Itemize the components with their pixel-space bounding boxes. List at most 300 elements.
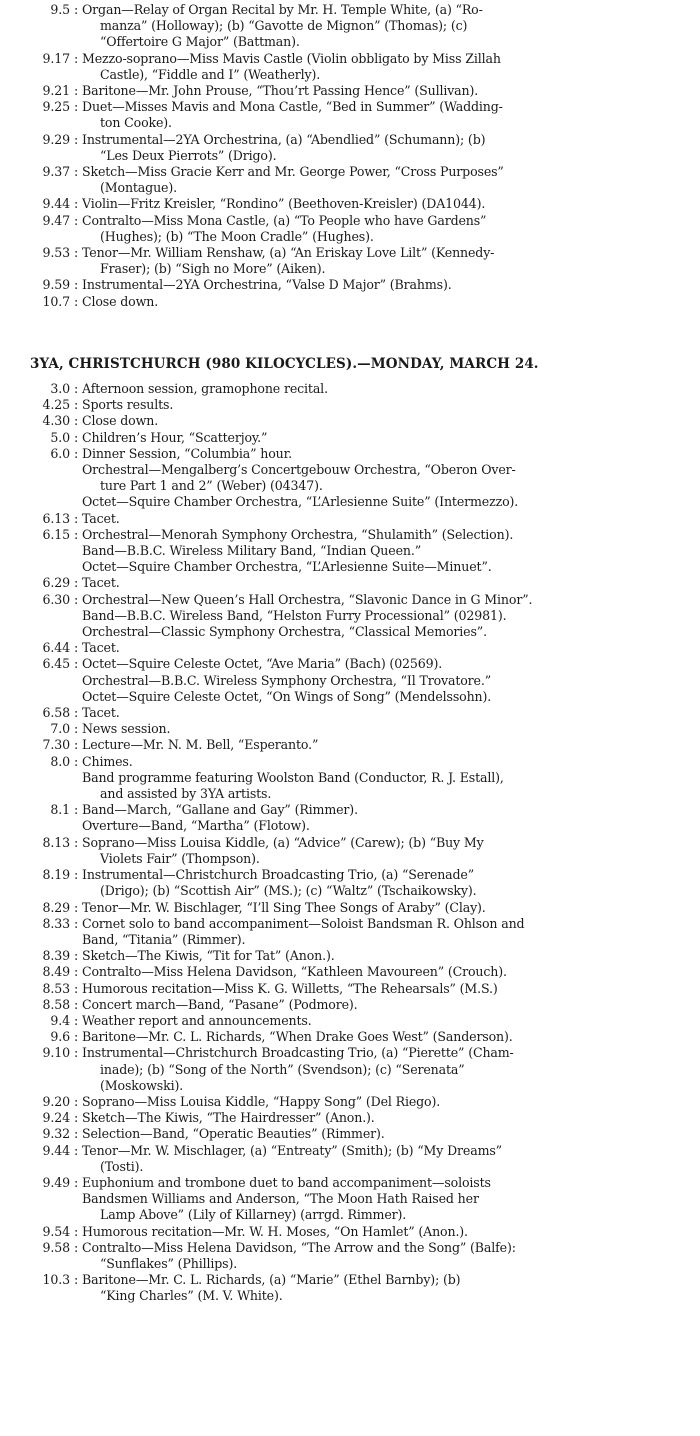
programme-entry xyxy=(0,981,700,997)
programme-entry-continuation xyxy=(0,1256,700,1272)
entry-description: (Moskowski). xyxy=(100,1077,184,1093)
programme-entry-continuation xyxy=(0,261,700,277)
programme-entry xyxy=(0,99,700,115)
entry-colon: : xyxy=(74,1126,79,1142)
entry-description: Humorous recitation—Mr. W. H. Moses, “On Hamlet” (Anon.). xyxy=(82,1223,468,1239)
programme-entry xyxy=(0,900,700,916)
entry-time-blank xyxy=(0,543,74,559)
entry-time-blank xyxy=(0,1062,74,1078)
entry-description: Cornet solo to band accompaniment—Soloist Bandsman R. Ohlson and xyxy=(82,915,525,931)
entry-colon: : xyxy=(74,1223,79,1239)
programme-entry-continuation xyxy=(0,1288,700,1304)
entry-description: Soprano—Miss Louisa Kiddle, (a) “Advice” (Carew); (b) “Buy My xyxy=(82,834,484,850)
entry-description: Baritone—Mr. John Prouse, “Thou’rt Passing Hence” (Sullivan). xyxy=(82,83,479,99)
programme-entry xyxy=(0,1143,700,1159)
entry-time-blank xyxy=(0,1191,74,1207)
entry-description: “King Charles” (M. V. White). xyxy=(100,1288,283,1304)
entry-colon: : xyxy=(74,381,79,396)
programme-entry-continuation xyxy=(0,478,700,494)
programme-entry xyxy=(0,802,700,818)
programme-entry-continuation xyxy=(0,786,700,802)
entry-description: Instrumental—Christchurch Broadcasting Trio, (a) “Serenade” xyxy=(82,867,475,883)
entry-time: 9.4 xyxy=(50,1012,70,1028)
entry-description: Bandsmen Williams and Anderson, “The Moon Hath Raised her xyxy=(82,1191,479,1207)
entry-time: 9.37 xyxy=(42,164,70,180)
entry-colon: : xyxy=(74,753,79,769)
entry-time: 9.47 xyxy=(42,212,70,228)
entry-colon-blank xyxy=(74,494,82,510)
entry-description: Octet—Squire Celeste Octet, “On Wings of Song” (Mendelssohn). xyxy=(82,688,492,704)
programme-entry-continuation xyxy=(0,34,700,50)
entry-description: Violets Fair” (Thompson). xyxy=(100,850,260,866)
entry-time-blank xyxy=(0,673,74,689)
entry-description: Tenor—Mr. William Renshaw, (a) “An Eriskay Love Lilt” (Kennedy- xyxy=(82,245,495,261)
entry-colon: : xyxy=(74,867,79,883)
entry-time: 10.3 xyxy=(42,1272,70,1288)
programme-entry xyxy=(0,867,700,883)
entry-description: Castle), “Fiddle and I” (Weatherly). xyxy=(100,66,321,82)
programme-entry xyxy=(0,381,700,397)
entry-colon: : xyxy=(74,293,79,309)
entry-colon-blank xyxy=(74,1288,82,1304)
programme-entry xyxy=(0,430,700,446)
entry-colon: : xyxy=(74,591,79,607)
programme-entry xyxy=(0,527,700,543)
entry-description: Sketch—Miss Gracie Kerr and Mr. George Power, “Cross Purposes” xyxy=(82,164,504,180)
entry-time-blank xyxy=(0,608,74,624)
entry-description: (Hughes); (b) “The Moon Cradle” (Hughes). xyxy=(100,228,374,244)
programme-entry xyxy=(0,1045,700,1061)
entry-description: Instrumental—Christchurch Broadcasting Trio, (a) “Pierette” (Cham- xyxy=(82,1045,514,1061)
entry-description: ture Part 1 and 2” (Weber) (04347). xyxy=(100,478,323,494)
entry-colon: : xyxy=(74,915,79,931)
entry-time-blank xyxy=(0,115,74,131)
programme-entry xyxy=(0,2,700,18)
entry-time: 8.29 xyxy=(42,899,70,915)
programme-entry-continuation xyxy=(0,543,700,559)
programme-entry-continuation xyxy=(0,1078,700,1094)
entry-description: Band, “Titania” (Rimmer). xyxy=(82,931,246,947)
entry-colon: : xyxy=(74,526,79,542)
entry-time: 9.54 xyxy=(42,1223,70,1239)
programme-entry xyxy=(0,397,700,413)
entry-description: Afternoon session, gramophone recital. xyxy=(82,381,328,396)
entry-colon-blank xyxy=(74,229,82,245)
entry-description: Organ—Relay of Organ Recital by Mr. H. Temple White, (a) “Ro- xyxy=(82,2,483,17)
programme-entry-continuation xyxy=(0,148,700,164)
entry-description: Octet—Squire Chamber Orchestra, “L’Arlesienne Suite—Minuet”. xyxy=(82,559,492,575)
programme-entry-continuation xyxy=(0,229,700,245)
entry-colon: : xyxy=(74,164,79,180)
entry-time-blank xyxy=(0,261,74,277)
entry-time: 9.6 xyxy=(50,1029,70,1045)
entry-time: 6.58 xyxy=(42,705,70,721)
programme-entry xyxy=(0,196,700,212)
entry-description: News session. xyxy=(82,721,171,737)
programme-entry-continuation xyxy=(0,1159,700,1175)
entry-time: 9.44 xyxy=(42,1142,70,1158)
entry-description: Orchestral—B.B.C. Wireless Symphony Orchestra, “Il Trovatore.” xyxy=(82,672,491,688)
entry-colon: : xyxy=(74,196,79,212)
entry-time: 8.0 xyxy=(50,753,70,769)
entry-colon-blank xyxy=(74,673,82,689)
entry-description: “Les Deux Pierrots” (Drigo). xyxy=(100,147,277,163)
entry-time: 10.7 xyxy=(42,293,70,309)
entry-colon-blank xyxy=(74,559,82,575)
entry-description: ton Cooke). xyxy=(100,115,172,131)
entry-time-blank xyxy=(0,689,74,705)
entry-time-blank xyxy=(0,18,74,34)
programme-entry-continuation xyxy=(0,67,700,83)
entry-time-blank xyxy=(0,818,74,834)
programme-entry-continuation xyxy=(0,818,700,834)
entry-time-blank xyxy=(0,1288,74,1304)
programme-entry xyxy=(0,1110,700,1126)
programme-entry xyxy=(0,1175,700,1191)
entry-colon-blank xyxy=(74,818,82,834)
programme-entry xyxy=(0,640,700,656)
programme-entry-continuation xyxy=(0,608,700,624)
entry-description: Instrumental—2YA Orchestrina, “Valse D Major” (Brahms). xyxy=(82,277,452,293)
entry-time: 4.30 xyxy=(42,413,70,429)
programme-entry xyxy=(0,835,700,851)
entry-description: Overture—Band, “Martha” (Flotow). xyxy=(82,818,310,834)
programme-entry xyxy=(0,964,700,980)
entry-time: 6.45 xyxy=(42,656,70,672)
entry-colon: : xyxy=(74,131,79,147)
entry-colon-blank xyxy=(74,1207,82,1223)
entry-colon: : xyxy=(74,980,79,996)
entry-description: Soprano—Miss Louisa Kiddle, “Happy Song” (Del Riego). xyxy=(82,1093,441,1109)
entry-colon: : xyxy=(74,1093,79,1109)
entry-time-blank xyxy=(0,786,74,802)
entry-colon: : xyxy=(74,1110,79,1126)
entry-time: 7.30 xyxy=(42,737,70,753)
programme-entry-continuation xyxy=(0,1062,700,1078)
entry-colon-blank xyxy=(74,1062,82,1078)
entry-description: Band—March, “Gallane and Gay” (Rimmer). xyxy=(82,802,358,818)
entry-colon: : xyxy=(74,834,79,850)
entry-description: Instrumental—2YA Orchestrina, (a) “Abendlied” (Schumann); (b) xyxy=(82,131,486,147)
entry-colon-blank xyxy=(74,689,82,705)
entry-time-blank xyxy=(0,494,74,510)
entry-time: 8.33 xyxy=(42,915,70,931)
programme-entry xyxy=(0,948,700,964)
entry-description: “Offertoire G Major” (Battman). xyxy=(100,34,300,50)
entry-colon: : xyxy=(74,429,79,445)
entry-colon-blank xyxy=(74,851,82,867)
programme-entry-continuation xyxy=(0,624,700,640)
entry-description: Orchestral—New Queen’s Hall Orchestra, “Slavonic Dance in G Minor”. xyxy=(82,591,533,607)
entry-description: Tenor—Mr. W. Mischlager, (a) “Entreaty” (Smith); (b) “My Dreams” xyxy=(82,1142,502,1158)
programme-entry xyxy=(0,277,700,293)
entry-time: 9.53 xyxy=(42,245,70,261)
programme-entry xyxy=(0,245,700,261)
entry-time-blank xyxy=(0,229,74,245)
entry-time-blank xyxy=(0,559,74,575)
entry-description: Selection—Band, “Operatic Beauties” (Rimmer). xyxy=(82,1126,385,1142)
programme-entry-continuation xyxy=(0,851,700,867)
entry-time-blank xyxy=(0,1207,74,1223)
programme-entry-continuation xyxy=(0,559,700,575)
entry-description: (Montague). xyxy=(100,180,177,196)
programme-entry-continuation xyxy=(0,462,700,478)
entry-colon-blank xyxy=(74,18,82,34)
entry-colon-blank xyxy=(74,1159,82,1175)
programme-entry xyxy=(0,916,700,932)
entry-time: 8.13 xyxy=(42,834,70,850)
station-heading: 3YA, CHRISTCHURCH (980 KILOCYCLES).—MONDAY, MARCH 24. xyxy=(30,356,539,372)
programme-entry xyxy=(0,1240,700,1256)
entry-time: 8.49 xyxy=(42,964,70,980)
entry-description: Duet—Misses Mavis and Mona Castle, “Bed in Summer” (Wadding- xyxy=(82,99,503,115)
entry-description: Sketch—The Kiwis, “Tit for Tat” (Anon.). xyxy=(82,948,335,964)
entry-time: 9.21 xyxy=(42,83,70,99)
entry-colon: : xyxy=(74,277,79,293)
programme-entry-continuation xyxy=(0,1191,700,1207)
entry-colon: : xyxy=(74,964,79,980)
entry-time-blank xyxy=(0,148,74,164)
programme-entry xyxy=(0,592,700,608)
entry-time: 7.0 xyxy=(50,721,70,737)
programme-entry xyxy=(0,83,700,99)
entry-time: 8.1 xyxy=(50,802,70,818)
entry-colon-blank xyxy=(74,770,82,786)
entry-colon-blank xyxy=(74,608,82,624)
entry-description: Tacet. xyxy=(82,510,120,526)
entry-description: Weather report and announcements. xyxy=(82,1012,312,1028)
entry-description: Octet—Squire Celeste Octet, “Ave Maria” (Bach) (02569). xyxy=(82,656,443,672)
entry-colon-blank xyxy=(74,1078,82,1094)
entry-description: Close down. xyxy=(82,293,159,309)
entry-time-blank xyxy=(0,932,74,948)
programme-entry xyxy=(0,1094,700,1110)
wellington-programme-continued xyxy=(0,2,700,310)
entry-colon: : xyxy=(74,50,79,66)
entry-time: 6.0 xyxy=(50,445,70,461)
entry-time-blank xyxy=(0,462,74,478)
entry-colon: : xyxy=(74,656,79,672)
programme-entry xyxy=(0,705,700,721)
entry-time: 9.20 xyxy=(42,1093,70,1109)
entry-time: 9.17 xyxy=(42,50,70,66)
programme-list-1 xyxy=(0,2,700,310)
entry-description: Band programme featuring Woolston Band (Conductor, R. J. Estall), xyxy=(82,769,504,785)
entry-time: 9.29 xyxy=(42,131,70,147)
entry-description: “Sunflakes” (Phillips). xyxy=(100,1255,238,1271)
entry-description: (Drigo); (b) “Scottish Air” (MS.); (c) “Waltz” (Tschaikowsky). xyxy=(100,883,477,899)
entry-description: manza” (Holloway); (b) “Gavotte de Mignon” (Thomas); (c) xyxy=(100,18,468,34)
entry-description: Lecture—Mr. N. M. Bell, “Esperanto.” xyxy=(82,737,319,753)
entry-description: Contralto—Miss Helena Davidson, “The Arrow and the Song” (Balfe): xyxy=(82,1239,516,1255)
entry-description: Baritone—Mr. C. L. Richards, “When Drake Goes West” (Sanderson). xyxy=(82,1029,513,1045)
entry-colon: : xyxy=(74,413,79,429)
entry-colon-blank xyxy=(74,115,82,131)
programme-entry xyxy=(0,164,700,180)
entry-time-blank xyxy=(0,180,74,196)
entry-time-blank xyxy=(0,34,74,50)
programme-entry xyxy=(0,721,700,737)
entry-colon: : xyxy=(74,705,79,721)
entry-description: Baritone—Mr. C. L. Richards, (a) “Marie” (Ethel Barnby); (b) xyxy=(82,1272,461,1288)
entry-colon: : xyxy=(74,1272,79,1288)
entry-description: Tacet. xyxy=(82,575,120,591)
entry-time: 8.39 xyxy=(42,948,70,964)
entry-description: Euphonium and trombone duet to band accompaniment—soloists xyxy=(82,1174,491,1190)
entry-colon: : xyxy=(74,1174,79,1190)
entry-description: Lamp Above” (Lily of Killarney) (arrgd. Rimmer). xyxy=(100,1207,407,1223)
entry-description: Dinner Session, “Columbia” hour. xyxy=(82,445,292,461)
entry-colon: : xyxy=(74,245,79,261)
entry-colon: : xyxy=(74,575,79,591)
entry-time: 5.0 xyxy=(50,429,70,445)
entry-colon-blank xyxy=(74,624,82,640)
entry-description: Band—B.B.C. Wireless Band, “Helston Furry Processional” (02981). xyxy=(82,607,507,623)
entry-time: 4.25 xyxy=(42,397,70,413)
entry-time-blank xyxy=(0,478,74,494)
programme-entry-continuation xyxy=(0,932,700,948)
entry-description: Contralto—Miss Helena Davidson, “Kathleen Mavoureen” (Crouch). xyxy=(82,964,507,980)
programme-entry-continuation xyxy=(0,494,700,510)
entry-time-blank xyxy=(0,1159,74,1175)
programme-entry xyxy=(0,754,700,770)
entry-description: Mezzo-soprano—Miss Mavis Castle (Violin obbligato by Miss Zillah xyxy=(82,50,501,66)
entry-colon-blank xyxy=(74,786,82,802)
entry-time: 9.32 xyxy=(42,1126,70,1142)
entry-colon-blank xyxy=(74,1191,82,1207)
entry-description: Children’s Hour, “Scatterjoy.” xyxy=(82,429,268,445)
entry-colon: : xyxy=(74,899,79,915)
entry-colon: : xyxy=(74,802,79,818)
programme-entry xyxy=(0,213,700,229)
entry-colon-blank xyxy=(74,462,82,478)
programme-entry-continuation xyxy=(0,115,700,131)
entry-colon: : xyxy=(74,1045,79,1061)
programme-entry xyxy=(0,1224,700,1240)
entry-time: 6.30 xyxy=(42,591,70,607)
entry-description: Close down. xyxy=(82,413,159,429)
programme-list-2 xyxy=(0,381,700,1305)
entry-description: Sports results. xyxy=(82,397,174,413)
entry-time-blank xyxy=(0,624,74,640)
entry-time: 8.58 xyxy=(42,996,70,1012)
entry-description: Orchestral—Classic Symphony Orchestra, “Classical Memories”. xyxy=(82,624,487,640)
entry-time: 3.0 xyxy=(50,381,70,396)
entry-time: 6.13 xyxy=(42,510,70,526)
entry-colon: : xyxy=(74,1239,79,1255)
programme-entry xyxy=(0,575,700,591)
entry-time: 8.53 xyxy=(42,980,70,996)
entry-description: Contralto—Miss Mona Castle, (a) “To People who have Gardens” xyxy=(82,212,487,228)
entry-colon-blank xyxy=(74,34,82,50)
entry-time-blank xyxy=(0,883,74,899)
entry-description: Concert march—Band, “Pasane” (Podmore). xyxy=(82,996,358,1012)
entry-time-blank xyxy=(0,1256,74,1272)
programme-entry xyxy=(0,656,700,672)
programme-entry xyxy=(0,997,700,1013)
entry-description: Violin—Fritz Kreisler, “Rondino” (Beethoven-Kreisler) (DA1044). xyxy=(82,196,486,212)
entry-colon: : xyxy=(74,996,79,1012)
entry-colon: : xyxy=(74,99,79,115)
entry-colon-blank xyxy=(74,67,82,83)
programme-entry-continuation xyxy=(0,770,700,786)
entry-description: and assisted by 3YA artists. xyxy=(100,786,272,802)
programme-entry-continuation xyxy=(0,180,700,196)
entry-description: Band—B.B.C. Wireless Military Band, “Indian Queen.” xyxy=(82,543,421,559)
programme-entry-continuation xyxy=(0,673,700,689)
programme-entry-continuation xyxy=(0,689,700,705)
entry-time-blank xyxy=(0,851,74,867)
entry-description: Fraser); (b) “Sigh no More” (Aiken). xyxy=(100,261,326,277)
entry-colon: : xyxy=(74,1012,79,1028)
entry-time: 9.5 xyxy=(50,2,70,17)
programme-entry xyxy=(0,446,700,462)
programme-entry xyxy=(0,1029,700,1045)
entry-time: 9.44 xyxy=(42,196,70,212)
entry-colon-blank xyxy=(74,883,82,899)
entry-colon: : xyxy=(74,721,79,737)
entry-colon: : xyxy=(74,1029,79,1045)
entry-time: 9.59 xyxy=(42,277,70,293)
entry-description: Sketch—The Kiwis, “The Hairdresser” (Anon.). xyxy=(82,1110,375,1126)
entry-time-blank xyxy=(0,67,74,83)
entry-time: 6.29 xyxy=(42,575,70,591)
programme-entry xyxy=(0,737,700,753)
entry-colon-blank xyxy=(74,261,82,277)
entry-description: inade); (b) “Song of the North” (Svendson); (c) “Serenata” xyxy=(100,1061,465,1077)
entry-description: Chimes. xyxy=(82,753,133,769)
entry-time-blank xyxy=(0,1078,74,1094)
entry-description: Tenor—Mr. W. Bischlager, “I’ll Sing Thee Songs of Araby” (Clay). xyxy=(82,899,486,915)
entry-colon: : xyxy=(74,397,79,413)
entry-time: 9.58 xyxy=(42,1239,70,1255)
entry-colon: : xyxy=(74,445,79,461)
programme-entry-continuation xyxy=(0,883,700,899)
entry-time: 6.44 xyxy=(42,640,70,656)
programme-entry xyxy=(0,132,700,148)
entry-colon-blank xyxy=(74,932,82,948)
entry-colon: : xyxy=(74,2,79,17)
entry-colon-blank xyxy=(74,1256,82,1272)
entry-description: Humorous recitation—Miss K. G. Willetts, “The Rehearsals” (M.S.) xyxy=(82,980,498,996)
programme-entry xyxy=(0,413,700,429)
programme-entry-continuation xyxy=(0,18,700,34)
programme-entry xyxy=(0,511,700,527)
entry-colon: : xyxy=(74,737,79,753)
programme-entry xyxy=(0,1272,700,1288)
entry-description: Orchestral—Mengalberg’s Concertgebouw Orchestra, “Oberon Over- xyxy=(82,462,516,478)
entry-time: 9.24 xyxy=(42,1110,70,1126)
entry-colon: : xyxy=(74,1142,79,1158)
entry-time: 9.10 xyxy=(42,1045,70,1061)
entry-colon-blank xyxy=(74,148,82,164)
entry-description: Tacet. xyxy=(82,640,120,656)
entry-description: (Tosti). xyxy=(100,1158,144,1174)
entry-time: 6.15 xyxy=(42,526,70,542)
entry-description: Tacet. xyxy=(82,705,120,721)
entry-colon-blank xyxy=(74,180,82,196)
programme-entry xyxy=(0,51,700,67)
programme-entry xyxy=(0,1013,700,1029)
entry-time: 8.19 xyxy=(42,867,70,883)
programme-entry xyxy=(0,294,700,310)
entry-description: Orchestral—Menorah Symphony Orchestra, “Shulamith” (Selection). xyxy=(82,526,514,542)
entry-time-blank xyxy=(0,770,74,786)
entry-colon: : xyxy=(74,83,79,99)
entry-description: Octet—Squire Chamber Orchestra, “L’Arlesienne Suite” (Intermezzo). xyxy=(82,494,519,510)
entry-colon: : xyxy=(74,510,79,526)
entry-colon-blank xyxy=(74,478,82,494)
